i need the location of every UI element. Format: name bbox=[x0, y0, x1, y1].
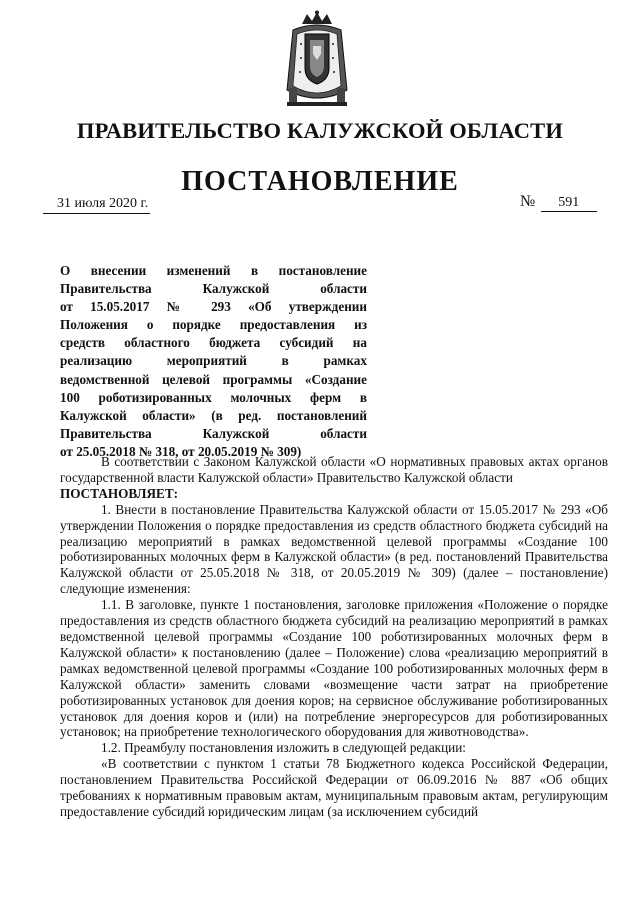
subject-line: реализацию мероприятий в рамках bbox=[60, 353, 367, 369]
subject-line: Положения о порядке предоставления из bbox=[60, 317, 367, 333]
subject-line: О внесении изменений в постановление bbox=[60, 263, 367, 278]
document-subject bbox=[60, 262, 367, 461]
document-number bbox=[520, 193, 597, 212]
organization-title: ПРАВИТЕЛЬСТВО КАЛУЖСКОЙ ОБЛАСТИ bbox=[76, 118, 564, 143]
subject-line: средств областного бюджета субсидий на bbox=[60, 335, 367, 351]
paragraph-1: 1. Внести в постановление Правительства Калужской области от 15.05.2017 № 293 «Об утверждении Положения о порядке предоставления из средств областного бюджета субсидий на реализацию мероприятий в рамках ведомственной целевой программы «Создание 100 роботизированных молочных ферм в Калужской области» (в ред. постановлений Правительства Калужской области от 25.05.2018 № 318, от 20.05.2019 № 309) (далее – постановление) следующие изменения: bbox=[60, 501, 608, 597]
subject-line: Правительства Калужской области bbox=[60, 281, 367, 297]
decree-heading: ПОСТАНОВЛЯЕТ: bbox=[60, 485, 179, 501]
subject-line: 100 роботизированных молочных ферм в bbox=[60, 389, 367, 405]
subject-line: от 15.05.2017 № 293 «Об утверждении bbox=[60, 299, 367, 315]
paragraph-1-2-quote: «В соответствии с пунктом 1 статьи 78 Бюджетного кодекса Российской Федерации, постановлением Правительства Российской Федерации от 06.09.2016 № 887 «Об общих требованиях к нормативным правовым актам, муниципальным правовым актам, регулирующим предоставление субсидий юридическим лицам (за исключением субсидий bbox=[60, 756, 608, 819]
document-date bbox=[43, 196, 150, 214]
coat-of-arms-emblem bbox=[277, 10, 357, 110]
date-value: 31 июля 2020 г. bbox=[43, 196, 150, 214]
subject-line: Калужской области» (в ред. постановлений bbox=[60, 407, 367, 423]
paragraph-1-2: 1.2. Преамбулу постановления изложить в следующей редакции: bbox=[101, 740, 466, 756]
document-type-title: ПОСТАНОВЛЕНИЕ bbox=[181, 166, 459, 197]
subject-line: ведомственной целевой программы «Создание bbox=[60, 371, 367, 387]
subject-line: Правительства Калужской области bbox=[60, 425, 367, 441]
number-value: 591 bbox=[541, 195, 597, 212]
subject-line: от 25.05.2018 № 318, от 20.05.2019 № 309) bbox=[60, 443, 302, 459]
number-sign: № bbox=[520, 193, 536, 210]
document-body bbox=[60, 454, 608, 820]
preamble-paragraph: В соответствии с Законом Калужской области «О нормативных правовых актах органов государственной власти Калужской области» Правительство Калужской области bbox=[60, 454, 608, 485]
paragraph-1-1: 1.1. В заголовке, пункте 1 постановления, заголовке приложения «Положение о порядке предоставления из средств областного бюджета субсидий на реализацию мероприятий в рамках ведомственной целевой программы «Создание 100 роботизированных молочных ферм в Калужской области» к постановлению (далее – Положение) слова «реализацию мероприятий в рамках ведомственной целевой программы «Создание 100 роботизированных молочных ферм в Калужской области» заменить словами «возмещение части затрат на приобретение роботизированных установок для доения коров; на сервисное обслуживание роботизированных установок для доения коров и (или) на потребление энергоресурсов для роботизированных установок; на приобретение технологического оборудования для животноводства». bbox=[60, 597, 608, 740]
